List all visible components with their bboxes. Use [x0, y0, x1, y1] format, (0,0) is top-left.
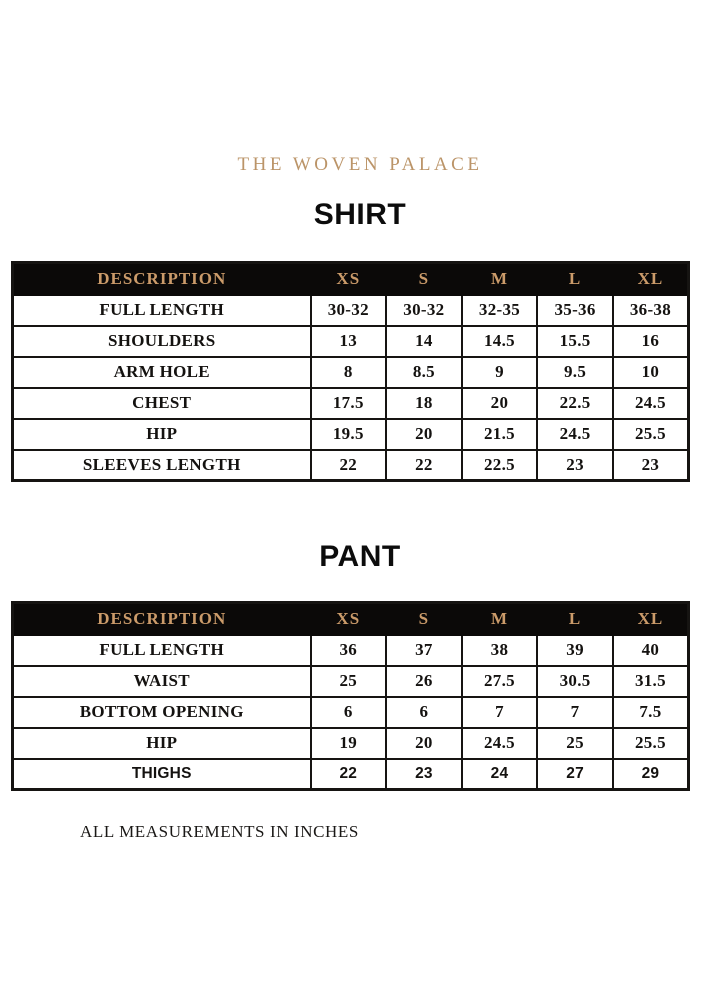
- measurement-label: CHEST: [13, 388, 311, 419]
- measurement-value: 26: [386, 666, 462, 697]
- measurement-row: [13, 326, 689, 357]
- measurement-value: 15.5: [537, 326, 613, 357]
- measurement-value: 39: [537, 635, 613, 666]
- section-pant: [0, 541, 720, 791]
- column-header-size-xs: XS: [311, 603, 387, 635]
- column-header-description: DESCRIPTION: [13, 263, 311, 295]
- measurement-row: [13, 728, 689, 759]
- measurement-value: 9.5: [537, 357, 613, 388]
- measurement-row: [13, 666, 689, 697]
- measurement-row: [13, 759, 689, 790]
- measurement-value: 25.5: [613, 419, 689, 450]
- column-header-size-s: S: [386, 263, 462, 295]
- measurement-value: 38: [462, 635, 538, 666]
- measurement-value: 19.5: [311, 419, 387, 450]
- measurement-value: 16: [613, 326, 689, 357]
- measurement-value: 36: [311, 635, 387, 666]
- measurement-value: 23: [386, 759, 462, 790]
- measurement-label: THIGHS: [13, 759, 311, 790]
- column-header-size-m: M: [462, 603, 538, 635]
- measurement-value: 25.5: [613, 728, 689, 759]
- shirt-size-table: [11, 261, 690, 482]
- measurement-value: 22: [386, 450, 462, 481]
- measurement-value: 19: [311, 728, 387, 759]
- pant-section-title: PANT: [319, 540, 401, 573]
- column-header-size-l: L: [537, 263, 613, 295]
- measurement-value: 22.5: [537, 388, 613, 419]
- measurement-label: SLEEVES LENGTH: [13, 450, 311, 481]
- measurement-label: HIP: [13, 419, 311, 450]
- measurement-row: [13, 357, 689, 388]
- measurement-label: HIP: [13, 728, 311, 759]
- measurement-value: 30-32: [311, 295, 387, 326]
- measurement-value: 40: [613, 635, 689, 666]
- measurement-value: 30.5: [537, 666, 613, 697]
- measurement-value: 27: [537, 759, 613, 790]
- measurement-value: 29: [613, 759, 689, 790]
- measurement-value: 32-35: [462, 295, 538, 326]
- measurement-value: 20: [386, 419, 462, 450]
- measurement-value: 22.5: [462, 450, 538, 481]
- shirt-section-title: SHIRT: [313, 198, 407, 231]
- measurement-value: 37: [386, 635, 462, 666]
- measurement-value: 23: [537, 450, 613, 481]
- measurement-row: [13, 419, 689, 450]
- measurement-label: FULL LENGTH: [13, 295, 311, 326]
- measurement-value: 7: [537, 697, 613, 728]
- measurement-value: 20: [386, 728, 462, 759]
- measurement-value: 14.5: [462, 326, 538, 357]
- pant-size-table: [11, 601, 690, 791]
- measurement-value: 21.5: [462, 419, 538, 450]
- column-header-size-s: S: [386, 603, 462, 635]
- measurement-value: 20: [462, 388, 538, 419]
- column-header-size-xl: XL: [613, 263, 689, 295]
- measurement-value: 14: [386, 326, 462, 357]
- column-header-size-l: L: [537, 603, 613, 635]
- header-row: [13, 263, 689, 295]
- measurement-value: 31.5: [613, 666, 689, 697]
- measurement-row: [13, 295, 689, 326]
- brand-title: THE WOVEN PALACE: [237, 154, 483, 175]
- measurement-value: 22: [311, 759, 387, 790]
- column-header-size-xl: XL: [613, 603, 689, 635]
- measurement-value: 25: [311, 666, 387, 697]
- measurement-value: 10: [613, 357, 689, 388]
- measurement-label: BOTTOM OPENING: [13, 697, 311, 728]
- measurement-value: 9: [462, 357, 538, 388]
- measurement-value: 6: [311, 697, 387, 728]
- measurement-label: FULL LENGTH: [13, 635, 311, 666]
- measurement-value: 6: [386, 697, 462, 728]
- measurement-value: 8.5: [386, 357, 462, 388]
- header-row: [13, 603, 689, 635]
- measurement-value: 24.5: [613, 388, 689, 419]
- measurement-value: 7: [462, 697, 538, 728]
- column-header-description: DESCRIPTION: [13, 603, 311, 635]
- measurement-value: 7.5: [613, 697, 689, 728]
- measurement-value: 23: [613, 450, 689, 481]
- measurement-value: 18: [386, 388, 462, 419]
- measurement-value: 35-36: [537, 295, 613, 326]
- measurement-value: 25: [537, 728, 613, 759]
- measurement-value: 17.5: [311, 388, 387, 419]
- measurement-value: 27.5: [462, 666, 538, 697]
- measurement-row: [13, 635, 689, 666]
- measurement-value: 13: [311, 326, 387, 357]
- measurement-value: 22: [311, 450, 387, 481]
- measurement-row: [13, 697, 689, 728]
- section-shirt: [0, 199, 720, 482]
- measurement-label: ARM HOLE: [13, 357, 311, 388]
- measurement-value: 30-32: [386, 295, 462, 326]
- measurements-note: ALL MEASUREMENTS IN INCHES: [80, 822, 359, 841]
- measurement-value: 24.5: [537, 419, 613, 450]
- measurement-row: [13, 388, 689, 419]
- measurement-value: 24: [462, 759, 538, 790]
- measurement-label: WAIST: [13, 666, 311, 697]
- column-header-size-m: M: [462, 263, 538, 295]
- column-header-size-xs: XS: [311, 263, 387, 295]
- measurement-label: SHOULDERS: [13, 326, 311, 357]
- measurement-value: 8: [311, 357, 387, 388]
- measurement-value: 36-38: [613, 295, 689, 326]
- measurement-value: 24.5: [462, 728, 538, 759]
- measurement-row: [13, 450, 689, 481]
